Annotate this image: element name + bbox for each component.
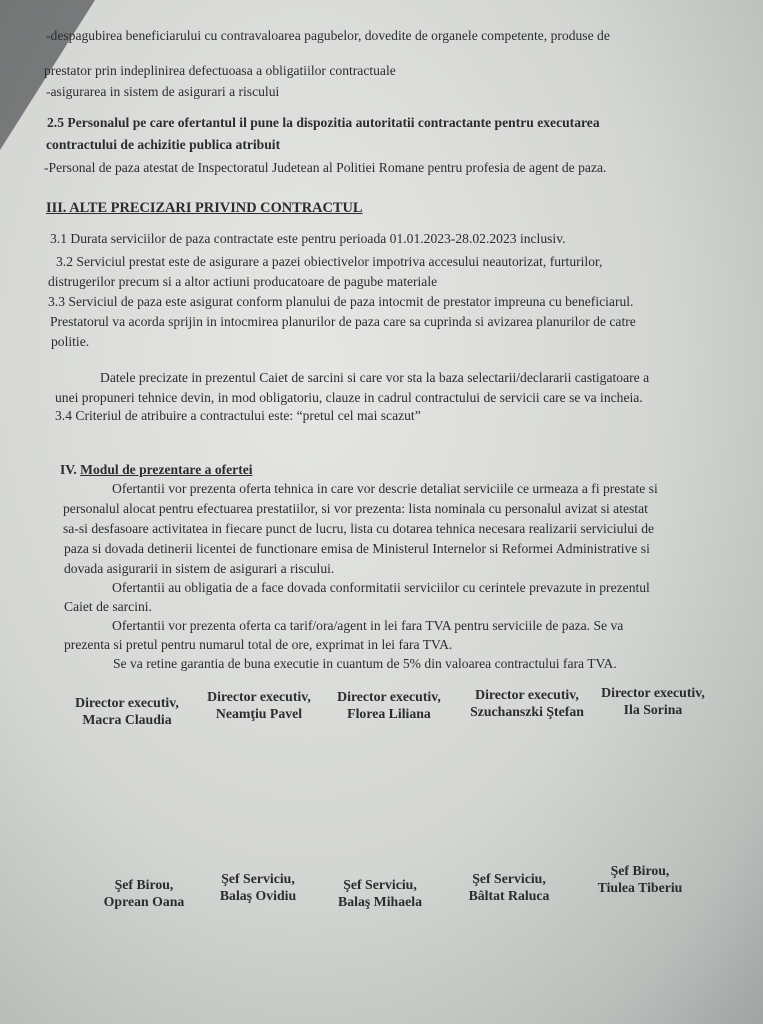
section-4-number: IV. — [60, 462, 81, 477]
paragraph-3-2: 3.2 Serviciul prestat este de asigurare a pazei obiectivelor impotriva accesului neautorizat, furturilor, — [56, 254, 603, 269]
signature-block — [196, 870, 320, 904]
signature-block — [590, 684, 716, 718]
section-4-paragraph-1: Ofertantii vor prezenta oferta tehnica in care vor descrie detaliat serviciile ce urmeaza a fi prestate si — [112, 481, 658, 496]
paragraph-3-3-end: politie. — [51, 334, 90, 349]
section-4-paragraph-1-cont: paza si dovada detinerii licentei de functionare emisa de Ministerul Internelor si Reformei Administrative si — [64, 541, 650, 556]
signature-name: Oprean Oana — [103, 894, 185, 909]
section-4-paragraph-4: Se va retine garantia de buna executie in cuantum de 5% din valoarea contractului fara TVA. — [113, 656, 617, 671]
text-line: -despagubirea beneficiarului cu contravaloarea pagubelor, dovedite de organele competente, produse de — [46, 28, 610, 43]
paragraph-3-2-cont: distrugerilor precum si a altor actiuni producatoare de pagube materiale — [48, 274, 438, 289]
paragraph-date: Datele precizate in prezentul Caiet de sarcini si care vor sta la baza selectarii/declararii castigatoare a — [100, 370, 650, 385]
paragraph-3-3: 3.3 Serviciul de paza este asigurat conform planului de paza intocmit de prestator impreuna cu beneficiarul. — [48, 294, 634, 309]
signature-block — [64, 694, 190, 728]
paragraph-3-1: 3.1 Durata serviciilor de paza contractate este pentru perioada 01.01.2023-28.02.2023 inclusiv. — [50, 231, 566, 246]
signature-name: Szuchanszki Ştefan — [470, 704, 584, 719]
section-4-title: Modul de prezentare a ofertei — [80, 462, 253, 477]
section-4-paragraph-2: Ofertantii au obligatia de a face dovada conformitatii serviciilor cu cerintele prevazute in prezentul — [112, 580, 650, 595]
signature-name: Neamţiu Pavel — [215, 706, 303, 721]
section-4-paragraph-1-end: dovada asigurarii in sistem de asigurari a riscului. — [64, 561, 335, 576]
signature-name: Florea Liliana — [347, 706, 431, 721]
signature-name: Bâltat Raluca — [468, 888, 550, 903]
text-line: -asigurarea in sistem de asigurari a riscului — [46, 84, 280, 99]
section-2-5-title: 2.5 Personalul pe care ofertantul il pune la dispozitia autoritatii contractante pentru executarea — [47, 115, 600, 130]
section-4-heading — [60, 462, 253, 478]
text-line: prestator prin indeplinirea defectuoasa a obligatiilor contractuale — [44, 63, 396, 78]
section-4-paragraph-1-cont: personalul alocat pentru efectuarea prestatiilor, si vor prezenta: lista nominala cu personalul avizat si atestat — [63, 501, 648, 516]
signature-title: Şef Birou, — [610, 863, 670, 878]
signature-name: Ila Sorina — [623, 702, 683, 717]
section-2-5-text: -Personal de paza atestat de Inspectoratul Judetean al Politiei Romane pentru profesia de agent de paza. — [44, 160, 607, 175]
signature-title: Director executiv, — [337, 689, 441, 704]
signature-title: Şef Serviciu, — [221, 871, 295, 886]
signature-block — [458, 686, 596, 720]
signature-title: Director executiv, — [601, 685, 705, 700]
signature-title: Şef Serviciu, — [343, 877, 417, 892]
signature-block — [578, 862, 702, 896]
signature-block — [196, 688, 322, 722]
section-4-paragraph-3: Ofertantii vor prezenta oferta ca tarif/ora/agent in lei fara TVA pentru serviciile de paza. Se va — [112, 618, 624, 633]
signature-block — [318, 876, 442, 910]
signature-block — [326, 688, 452, 722]
paragraph-date-cont: unei propuneri tehnice devin, in mod obligatoriu, clauze in cadrul contractului de servicii care se va incheia. — [55, 390, 643, 405]
paragraph-3-3-cont: Prestatorul va acorda sprijin in intocmirea planurilor de paza care sa cuprinda si avizarea planurilor de catre — [50, 314, 636, 329]
signature-title: Director executiv, — [75, 695, 179, 710]
section-4-paragraph-2-end: Caiet de sarcini. — [64, 599, 152, 614]
section-3-heading: III. ALTE PRECIZARI PRIVIND CONTRACTUL — [46, 200, 363, 216]
signature-name: Balaş Mihaela — [338, 894, 422, 909]
paragraph-3-4: 3.4 Criteriul de atribuire a contractului este: “pretul cel mai scazut” — [55, 408, 421, 423]
signature-name: Macra Claudia — [82, 712, 172, 727]
signature-title: Director executiv, — [207, 689, 311, 704]
signature-block — [447, 870, 571, 904]
signature-title: Şef Serviciu, — [472, 871, 546, 886]
signature-title: Director executiv, — [475, 687, 579, 702]
signature-name: Tiulea Tiberiu — [597, 880, 683, 895]
signature-name: Balaş Ovidiu — [219, 888, 297, 903]
section-2-5-title-cont: contractului de achizitie publica atribuit — [46, 137, 281, 152]
signature-title: Şef Birou, — [114, 877, 174, 892]
section-4-paragraph-3-end: prezenta si pretul pentru numarul total de ore, exprimat in lei fara TVA. — [64, 637, 453, 652]
section-4-paragraph-1-cont: sa-si desfasoare activitatea in fiecare punct de lucru, lista cu dotarea tehnica necesara realizarii serviciului de — [63, 521, 655, 536]
signature-block — [82, 876, 206, 910]
